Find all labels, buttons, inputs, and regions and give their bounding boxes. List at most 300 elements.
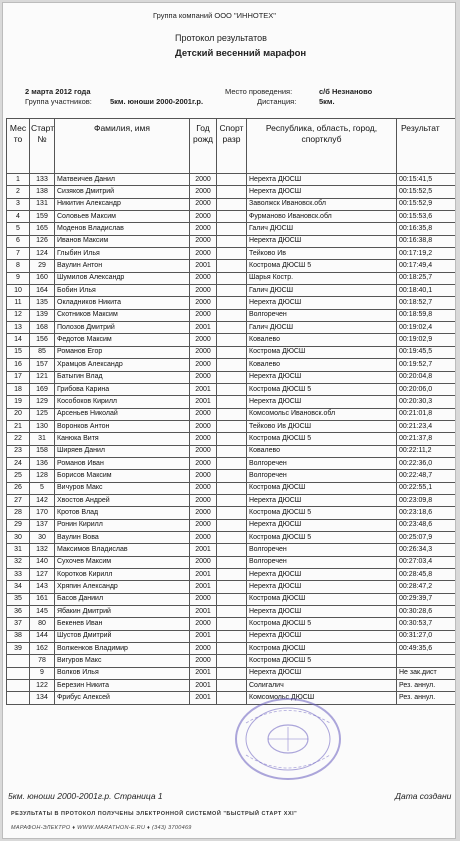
cell-bib: 30 xyxy=(30,531,55,543)
cell-result: 00:22:55,1 xyxy=(397,482,457,494)
cell-result: 00:25:07,9 xyxy=(397,531,457,543)
cell-result: 00:17:49,4 xyxy=(397,260,457,272)
cell-place: 19 xyxy=(7,396,30,408)
cell-rank xyxy=(217,507,247,519)
cell-place: 9 xyxy=(7,272,30,284)
table-row xyxy=(7,655,457,667)
cell-bib: 137 xyxy=(30,519,55,531)
cell-year: 2001 xyxy=(190,692,217,704)
cell-rank xyxy=(217,606,247,618)
cell-bib: 125 xyxy=(30,408,55,420)
cell-rank xyxy=(217,396,247,408)
cell-year: 2000 xyxy=(190,186,217,198)
cell-bib: 165 xyxy=(30,223,55,235)
cell-bib: 78 xyxy=(30,655,55,667)
cell-result: 00:23:18,6 xyxy=(397,507,457,519)
cell-year: 2000 xyxy=(190,494,217,506)
cell-result: 00:15:41,5 xyxy=(397,174,457,186)
cell-club: Кострома ДЮСШ xyxy=(247,643,397,655)
cell-rank xyxy=(217,408,247,420)
cell-rank xyxy=(217,297,247,309)
cell-name: Матвеичев Данил xyxy=(55,174,190,186)
cell-result: 00:28:47,2 xyxy=(397,581,457,593)
cell-year: 2000 xyxy=(190,655,217,667)
cell-place: 20 xyxy=(7,408,30,420)
cell-name: Грибова Карина xyxy=(55,383,190,395)
cell-name: Ронин Кирилл xyxy=(55,519,190,531)
cell-rank xyxy=(217,531,247,543)
cell-club: Нерехта ДЮСШ xyxy=(247,569,397,581)
cell-year: 2000 xyxy=(190,334,217,346)
cell-year: 2000 xyxy=(190,359,217,371)
cell-year: 2000 xyxy=(190,531,217,543)
cell-rank xyxy=(217,260,247,272)
distance-label: Дистанция: xyxy=(257,97,297,106)
cell-name: Батыгин Влад xyxy=(55,371,190,383)
cell-result: 00:18:52,7 xyxy=(397,297,457,309)
table-row xyxy=(7,248,457,260)
cell-result: 00:16:38,8 xyxy=(397,235,457,247)
cell-rank xyxy=(217,519,247,531)
table-row xyxy=(7,346,457,358)
cell-rank xyxy=(217,248,247,260)
cell-club: Галич ДЮСШ xyxy=(247,322,397,334)
cell-rank xyxy=(217,272,247,284)
cell-place: 37 xyxy=(7,618,30,630)
cell-place: 29 xyxy=(7,519,30,531)
table-row xyxy=(7,186,457,198)
cell-year: 2000 xyxy=(190,408,217,420)
cell-result: 00:23:09,8 xyxy=(397,494,457,506)
cell-club: Кострома ДЮСШ xyxy=(247,346,397,358)
cell-rank xyxy=(217,482,247,494)
cell-place: 34 xyxy=(7,581,30,593)
distance-value: 5км. xyxy=(319,97,335,106)
table-row xyxy=(7,482,457,494)
cell-result: Не зак.дист xyxy=(397,667,457,679)
cell-name: Арсеньев Николай xyxy=(55,408,190,420)
cell-rank xyxy=(217,494,247,506)
table-row xyxy=(7,544,457,556)
cell-place: 15 xyxy=(7,346,30,358)
cell-name: Никитин Александр xyxy=(55,198,190,210)
cell-rank xyxy=(217,445,247,457)
cell-result: 00:19:45,5 xyxy=(397,346,457,358)
cell-result xyxy=(397,655,457,667)
cell-rank xyxy=(217,544,247,556)
cell-result: 00:15:53,6 xyxy=(397,211,457,223)
table-row xyxy=(7,420,457,432)
cell-club: Галич ДЮСШ xyxy=(247,223,397,235)
col-header-name: Фамилия, имя xyxy=(55,119,190,174)
cell-club: Заволжск Ивановск.обл xyxy=(247,198,397,210)
cell-result: Рез. аннул. xyxy=(397,680,457,692)
cell-club: Нерехта ДЮСШ xyxy=(247,519,397,531)
table-row xyxy=(7,494,457,506)
cell-place: 16 xyxy=(7,359,30,371)
cell-year: 2000 xyxy=(190,593,217,605)
cell-name: Ваулин Вова xyxy=(55,531,190,543)
cell-place: 4 xyxy=(7,211,30,223)
cell-rank xyxy=(217,186,247,198)
table-row xyxy=(7,396,457,408)
cell-result: 00:21:37,8 xyxy=(397,433,457,445)
cell-name: Кротов Влад xyxy=(55,507,190,519)
cell-rank xyxy=(217,285,247,297)
cell-bib: 80 xyxy=(30,618,55,630)
venue-value: с/б Незнаново xyxy=(319,87,373,96)
cell-result: 00:18:40,1 xyxy=(397,285,457,297)
cell-rank xyxy=(217,383,247,395)
cell-club: Ковалево xyxy=(247,359,397,371)
cell-result: 00:22:36,0 xyxy=(397,457,457,469)
cell-place: 26 xyxy=(7,482,30,494)
cell-club: Нерехта ДЮСШ xyxy=(247,235,397,247)
cell-club: Нерехта ДЮСШ xyxy=(247,371,397,383)
table-row xyxy=(7,211,457,223)
cell-bib: 129 xyxy=(30,396,55,408)
table-row xyxy=(7,309,457,321)
cell-name: Ябакин Дмитрий xyxy=(55,606,190,618)
col-header-result: Результат xyxy=(397,119,457,174)
cell-year: 2000 xyxy=(190,346,217,358)
cell-name: Ширяев Данил xyxy=(55,445,190,457)
cell-club: Кострома ДЮСШ xyxy=(247,593,397,605)
cell-club: Нерехта ДЮСШ xyxy=(247,174,397,186)
cell-year: 2000 xyxy=(190,482,217,494)
cell-club: Кострома ДЮСШ 5 xyxy=(247,383,397,395)
cell-year: 2000 xyxy=(190,272,217,284)
event-date: 2 марта 2012 года xyxy=(25,87,91,96)
cell-club: Волгоречен xyxy=(247,309,397,321)
cell-place: 30 xyxy=(7,531,30,543)
cell-bib: 164 xyxy=(30,285,55,297)
cell-place: 11 xyxy=(7,297,30,309)
cell-name: Шустов Дмитрий xyxy=(55,630,190,642)
cell-rank xyxy=(217,223,247,235)
cell-bib: 126 xyxy=(30,235,55,247)
venue-label: Место проведения: xyxy=(225,87,293,96)
cell-name: Хвостов Андрей xyxy=(55,494,190,506)
cell-result: 00:26:34,3 xyxy=(397,544,457,556)
table-row xyxy=(7,680,457,692)
cell-rank xyxy=(217,371,247,383)
cell-result: 00:18:59,8 xyxy=(397,309,457,321)
cell-club: Кострома ДЮСШ 5 xyxy=(247,618,397,630)
cell-bib: 168 xyxy=(30,322,55,334)
cell-name: Полозов Дмитрий xyxy=(55,322,190,334)
cell-rank xyxy=(217,667,247,679)
cell-bib: 128 xyxy=(30,470,55,482)
cell-club: Фурманово Ивановск.обл xyxy=(247,211,397,223)
cell-name: Волженков Владимир xyxy=(55,643,190,655)
cell-rank xyxy=(217,593,247,605)
col-header-club: Республика, область, город, спортклуб xyxy=(247,119,397,174)
cell-bib: 144 xyxy=(30,630,55,642)
cell-year: 2000 xyxy=(190,248,217,260)
cell-place: 24 xyxy=(7,457,30,469)
cell-club: Нерехта ДЮСШ xyxy=(247,630,397,642)
cell-club: Кострома ДЮСШ 5 xyxy=(247,507,397,519)
cell-bib: 143 xyxy=(30,581,55,593)
cell-result: 00:15:52,9 xyxy=(397,198,457,210)
cell-bib: 156 xyxy=(30,334,55,346)
table-row xyxy=(7,235,457,247)
cell-place: 28 xyxy=(7,507,30,519)
cell-rank xyxy=(217,359,247,371)
cell-bib: 122 xyxy=(30,680,55,692)
cell-name: Сизяков Дмитрий xyxy=(55,186,190,198)
cell-result: 00:21:23,4 xyxy=(397,420,457,432)
cell-bib: 145 xyxy=(30,606,55,618)
cell-club: Ковалево xyxy=(247,445,397,457)
table-row xyxy=(7,643,457,655)
table-row xyxy=(7,408,457,420)
cell-year: 2000 xyxy=(190,433,217,445)
table-row xyxy=(7,569,457,581)
table-row xyxy=(7,334,457,346)
table-row xyxy=(7,667,457,679)
cell-result: 00:21:01,8 xyxy=(397,408,457,420)
cell-result: 00:20:04,8 xyxy=(397,371,457,383)
cell-year: 2001 xyxy=(190,544,217,556)
cell-place: 17 xyxy=(7,371,30,383)
cell-club: Нерехта ДЮСШ xyxy=(247,396,397,408)
cell-year: 2000 xyxy=(190,297,217,309)
event-title: Детский весенний марафон xyxy=(175,48,307,59)
cell-year: 2000 xyxy=(190,285,217,297)
table-row xyxy=(7,359,457,371)
cell-bib: 138 xyxy=(30,186,55,198)
cell-bib: 134 xyxy=(30,692,55,704)
cell-rank xyxy=(217,470,247,482)
cell-club: Шарья Костр. xyxy=(247,272,397,284)
col-header-place: Мес то xyxy=(7,119,30,174)
cell-bib: 31 xyxy=(30,433,55,445)
cell-bib: 136 xyxy=(30,457,55,469)
cell-place: 12 xyxy=(7,309,30,321)
cell-name: Иванов Максим xyxy=(55,235,190,247)
cell-rank xyxy=(217,198,247,210)
cell-club: Галич ДЮСШ xyxy=(247,285,397,297)
cell-name: Моденов Владислав xyxy=(55,223,190,235)
cell-club: Солигалич xyxy=(247,680,397,692)
cell-rank xyxy=(217,630,247,642)
col-header-bib: Старт № xyxy=(30,119,55,174)
protocol-sheet xyxy=(2,2,456,839)
table-row xyxy=(7,470,457,482)
timing-system-banner: РЕЗУЛЬТАТЫ В ПРОТОКОЛ ПОЛУЧЕНЫ ЭЛЕКТРОННОЙ СИСТЕМОЙ "БЫСТРЫЙ СТАРТ ХХI" xyxy=(11,811,298,817)
cell-rank xyxy=(217,309,247,321)
cell-club: Кострома ДЮСШ xyxy=(247,482,397,494)
cell-bib: 29 xyxy=(30,260,55,272)
cell-place: 6 xyxy=(7,235,30,247)
timing-contacts: МАРАФОН-ЭЛЕКТРО ♦ WWW.MARATHON-E.RU ♦ (343) 3700469 xyxy=(11,825,192,831)
cell-year: 2000 xyxy=(190,643,217,655)
cell-year: 2000 xyxy=(190,223,217,235)
cell-year: 2000 xyxy=(190,445,217,457)
cell-place: 32 xyxy=(7,556,30,568)
cell-rank xyxy=(217,581,247,593)
cell-name: Сухочев Максим xyxy=(55,556,190,568)
cell-bib: 162 xyxy=(30,643,55,655)
table-row xyxy=(7,457,457,469)
cell-name: Коротков Кирилл xyxy=(55,569,190,581)
cell-bib: 133 xyxy=(30,174,55,186)
cell-place: 14 xyxy=(7,334,30,346)
cell-result: 00:29:39,7 xyxy=(397,593,457,605)
cell-bib: 139 xyxy=(30,309,55,321)
cell-year: 2000 xyxy=(190,235,217,247)
cell-name: Воронков Антон xyxy=(55,420,190,432)
page-footer-label: 5км. юноши 2000-2001г.р. Страница 1 xyxy=(8,791,163,801)
cell-result: Рез. аннул. xyxy=(397,692,457,704)
cell-club: Тейково Ив xyxy=(247,248,397,260)
cell-place: 5 xyxy=(7,223,30,235)
cell-place: 25 xyxy=(7,470,30,482)
cell-club: Волгоречен xyxy=(247,544,397,556)
cell-year: 2001 xyxy=(190,630,217,642)
cell-bib: 170 xyxy=(30,507,55,519)
cell-result: 00:17:19,2 xyxy=(397,248,457,260)
cell-place: 31 xyxy=(7,544,30,556)
cell-year: 2001 xyxy=(190,569,217,581)
cell-rank xyxy=(217,346,247,358)
table-row xyxy=(7,630,457,642)
cell-year: 2001 xyxy=(190,606,217,618)
cell-year: 2000 xyxy=(190,309,217,321)
cell-result: 00:22:48,7 xyxy=(397,470,457,482)
cell-bib: 161 xyxy=(30,593,55,605)
cell-name: Максимов Владислав xyxy=(55,544,190,556)
cell-bib: 132 xyxy=(30,544,55,556)
cell-bib: 85 xyxy=(30,346,55,358)
cell-year: 2000 xyxy=(190,198,217,210)
table-row xyxy=(7,593,457,605)
cell-place: 8 xyxy=(7,260,30,272)
cell-result: 00:20:06,0 xyxy=(397,383,457,395)
cell-place: 13 xyxy=(7,322,30,334)
cell-result: 00:22:11,2 xyxy=(397,445,457,457)
cell-place: 18 xyxy=(7,383,30,395)
cell-name: Бекенев Иван xyxy=(55,618,190,630)
cell-name: Басов Даниил xyxy=(55,593,190,605)
cell-club: Нерехта ДЮСШ xyxy=(247,606,397,618)
cell-name: Бобин Илья xyxy=(55,285,190,297)
cell-place: 23 xyxy=(7,445,30,457)
cell-bib: 131 xyxy=(30,198,55,210)
cell-result: 00:20:30,3 xyxy=(397,396,457,408)
cell-bib: 121 xyxy=(30,371,55,383)
cell-year: 2001 xyxy=(190,260,217,272)
cell-club: Кострома ДЮСШ 5 xyxy=(247,531,397,543)
cell-name: Ваулин Антон xyxy=(55,260,190,272)
cell-name: Глыбин Илья xyxy=(55,248,190,260)
table-row xyxy=(7,507,457,519)
cell-year: 2001 xyxy=(190,581,217,593)
results-table xyxy=(6,118,456,705)
cell-result: 00:30:53,7 xyxy=(397,618,457,630)
cell-place: 33 xyxy=(7,569,30,581)
cell-place xyxy=(7,655,30,667)
cell-club: Кострома ДЮСШ 5 xyxy=(247,260,397,272)
table-row xyxy=(7,322,457,334)
cell-result: 00:18:25,7 xyxy=(397,272,457,284)
table-row xyxy=(7,285,457,297)
cell-result: 00:49:35,6 xyxy=(397,643,457,655)
cell-club: Комсомольс ДЮСШ xyxy=(247,692,397,704)
cell-name: Скотников Максим xyxy=(55,309,190,321)
cell-result: 00:15:52,5 xyxy=(397,186,457,198)
cell-bib: 160 xyxy=(30,272,55,284)
cell-result: 00:19:52,7 xyxy=(397,359,457,371)
table-row xyxy=(7,297,457,309)
cell-year: 2000 xyxy=(190,470,217,482)
cell-year: 2001 xyxy=(190,396,217,408)
cell-year: 2000 xyxy=(190,457,217,469)
cell-name: Березин Никита xyxy=(55,680,190,692)
cell-year: 2000 xyxy=(190,507,217,519)
cell-year: 2000 xyxy=(190,174,217,186)
cell-place: 39 xyxy=(7,643,30,655)
cell-year: 2000 xyxy=(190,519,217,531)
cell-year: 2001 xyxy=(190,680,217,692)
cell-rank xyxy=(217,556,247,568)
cell-year: 2000 xyxy=(190,618,217,630)
cell-bib: 142 xyxy=(30,494,55,506)
cell-rank xyxy=(217,643,247,655)
cell-club: Волгоречен xyxy=(247,556,397,568)
cell-club: Нерехта ДЮСШ xyxy=(247,581,397,593)
table-row xyxy=(7,581,457,593)
cell-name: Федотов Максим xyxy=(55,334,190,346)
cell-bib: 127 xyxy=(30,569,55,581)
cell-place: 38 xyxy=(7,630,30,642)
cell-place: 10 xyxy=(7,285,30,297)
table-row xyxy=(7,531,457,543)
document-title: Протокол результатов xyxy=(175,33,267,43)
cell-name: Хряпин Александр xyxy=(55,581,190,593)
cell-club: Волгоречен xyxy=(247,470,397,482)
cell-name: Вичуров Макс xyxy=(55,482,190,494)
cell-year: 2001 xyxy=(190,383,217,395)
cell-result: 00:30:28,6 xyxy=(397,606,457,618)
cell-place: 3 xyxy=(7,198,30,210)
group-value: 5км. юноши 2000-2001г.р. xyxy=(110,97,204,106)
cell-club: Нерехта ДЮСШ xyxy=(247,297,397,309)
cell-rank xyxy=(217,569,247,581)
cell-bib: 158 xyxy=(30,445,55,457)
cell-rank xyxy=(217,211,247,223)
cell-result: 00:19:02,9 xyxy=(397,334,457,346)
cell-place xyxy=(7,667,30,679)
cell-bib: 5 xyxy=(30,482,55,494)
col-header-year: Год рожд xyxy=(190,119,217,174)
cell-place: 7 xyxy=(7,248,30,260)
table-row xyxy=(7,223,457,235)
cell-name: Романов Иван xyxy=(55,457,190,469)
creation-date-label: Дата создани xyxy=(395,791,452,801)
group-label: Группа участников: xyxy=(25,97,92,106)
col-header-rank: Спорт разр xyxy=(217,119,247,174)
table-row xyxy=(7,174,457,186)
table-row xyxy=(7,383,457,395)
cell-bib: 9 xyxy=(30,667,55,679)
cell-year: 2000 xyxy=(190,211,217,223)
cell-place xyxy=(7,692,30,704)
cell-year: 2001 xyxy=(190,322,217,334)
cell-name: Канюка Витя xyxy=(55,433,190,445)
